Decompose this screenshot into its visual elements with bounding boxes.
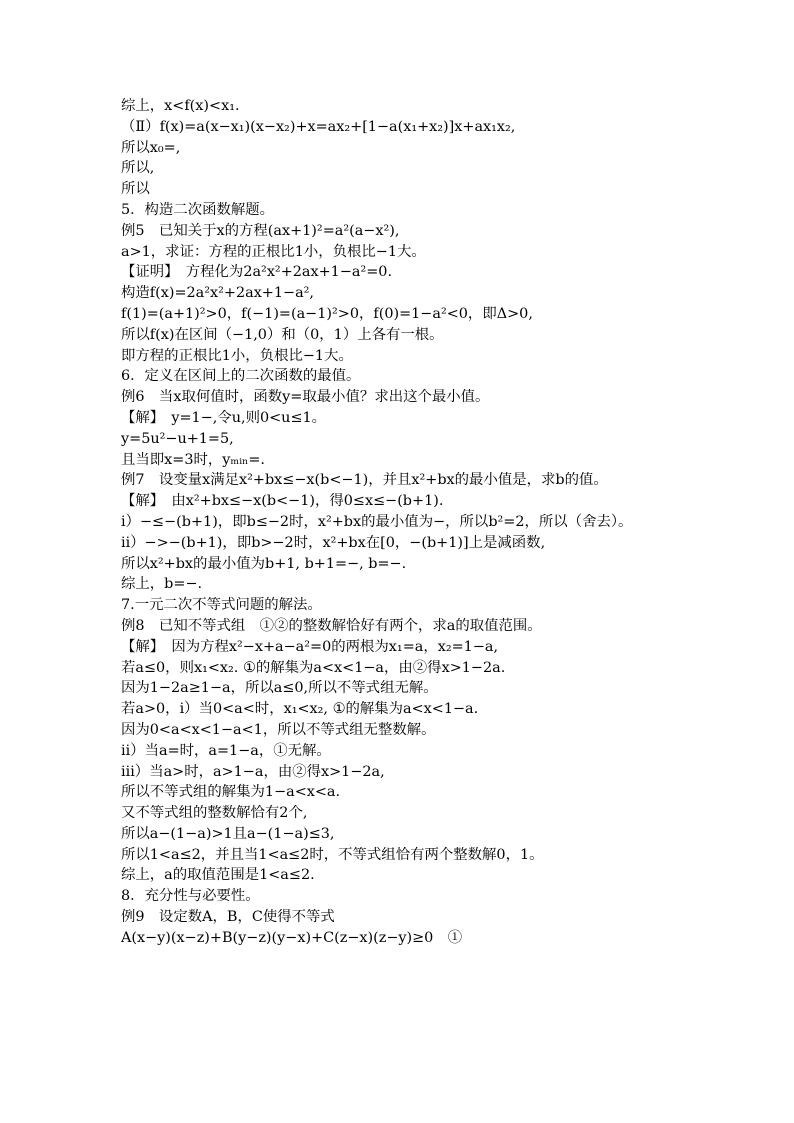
text-line: 构造f(x)=2a²x²+2ax+1−a², [121,285,315,302]
text-line: 综上，a的取值范围是1<a≤2. [121,867,315,884]
text-line: ⅱ）当a=时，a=1−a，①无解。 [121,742,331,759]
text-line: 即方程的正根比1小，负根比−1大。 [121,347,353,364]
section-heading: 5．构造二次函数解题。 [121,201,275,218]
text-line: A(x−y)(x−z)+B(y−z)(y−x)+C(z−x)(z−y)≥0 ① [121,929,463,946]
text-line: 例7 设变量x满足x²+bx≤−x(b<−1)，并且x²+bx的最小值是，求b的值。 [121,472,608,489]
section-heading: 7.一元二次不等式问题的解法。 [121,597,322,614]
text-line: ⅱ）−>−(b+1)，即b>−2时，x²+bx在[0，−(b+1)]上是减函数, [121,534,546,551]
text-line: 例9 设定数A，B，C使得不等式 [121,909,335,926]
text-line: 例8 已知不等式组 ①②的整数解恰好有两个，求a的取值范围。 [121,617,542,634]
text-line: 综上，b=−. [121,576,203,593]
text-line: 所以 [121,181,150,198]
text-line: 所以f(x)在区间（−1,0）和（0，1）上各有一根。 [121,326,444,343]
text-line: f(1)=(a+1)²>0，f(−1)=(a−1)²>0，f(0)=1−a²<0，即Δ>0, [121,305,533,322]
text-line: 例5 已知关于x的方程(ax+1)²=a²(a−x²), [121,222,400,239]
text-line: 且当即x=3时，yₘᵢₙ=. [121,451,265,468]
text-line: 【解】 因为方程x²−x+a−a²=0的两根为x₁=a，x₂=1−a, [121,638,499,655]
text-line: 所以x₀=, [121,139,181,156]
section-heading: 8．充分性与必要性。 [121,888,260,905]
text-line: （Ⅱ）f(x)=a(x−x₁)(x−x₂)+x=ax₂+[1−a(x₁+x₂)]x+ax₁x₂, [121,118,516,135]
section-heading: 6．定义在区间上的二次函数的最值。 [121,368,361,385]
text-line: 所以x²+bx的最小值为b+1, b+1=−, b=−. [121,555,407,572]
text-line: 又不等式组的整数解恰有2个, [121,805,308,822]
text-line: a>1，求证：方程的正根比1小，负根比−1大。 [121,243,426,260]
text-line: 若a≤0，则x₁<x₂. ①的解集为a<x<1−a，由②得x>1−2a. [121,659,506,676]
text-line: 所以1<a≤2，并且当1<a≤2时，不等式组恰有两个整数解0，1。 [121,846,544,863]
text-line: 所以不等式组的解集为1−a<x<a. [121,784,341,801]
text-line: ⅰ）−≤−(b+1)，即b≤−2时，x²+bx的最小值为−，所以b²=2，所以（舍去）。 [121,513,633,530]
text-line: ⅲ）当a>时，a>1−a，由②得x>1−2a, [121,763,385,780]
text-line: 因为1−2a≥1−a，所以a≤0,所以不等式组无解。 [121,680,438,697]
text-line: 因为0<a<x<1−a<1，所以不等式组无整数解。 [121,721,436,738]
text-line: 若a>0，ⅰ）当0<a<时，x₁<x₂, ①的解集为a<x<1−a. [121,701,479,718]
text-line: 综上，x<f(x)<x₁. [121,98,240,114]
text-line: 所以, [121,160,155,177]
text-line: 【证明】 方程化为2a²x²+2ax+1−a²=0. [121,264,393,281]
text-line: y=5u²−u+1=5, [121,430,234,447]
text-line: 所以a−(1−a)>1且a−(1−a)≤3, [121,825,335,842]
text-line: 【解】 由x²+bx≤−x(b<−1)，得0≤x≤−(b+1). [121,493,444,510]
text-line: 例6 当x取何值时，函数y=取最小值？求出这个最小值。 [121,389,490,406]
text-line: 【解】 y=1−,令u,则0<u≤1。 [121,409,327,426]
